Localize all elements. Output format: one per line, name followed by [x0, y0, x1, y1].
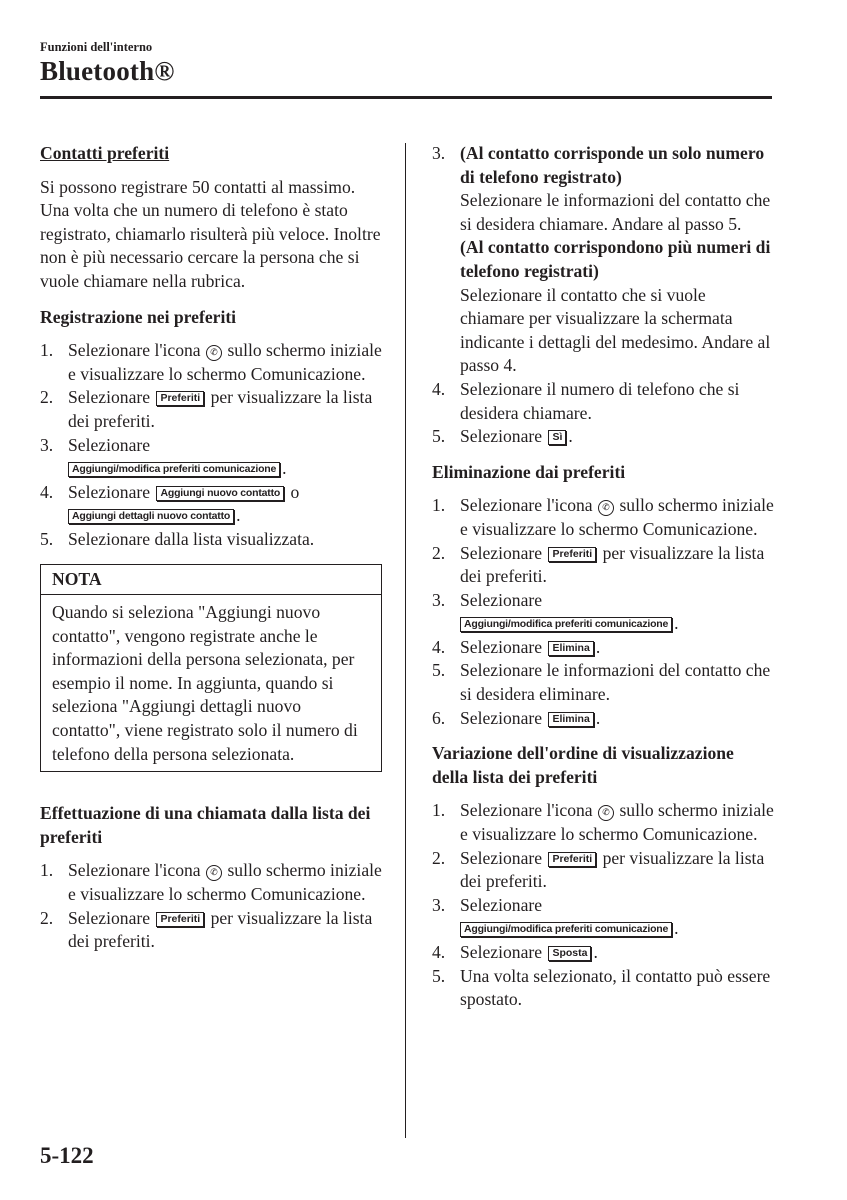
step-text: .: [568, 426, 573, 447]
step-number: 3.: [432, 143, 446, 163]
step-text: Selezionare dalla lista visualizzata.: [68, 528, 315, 549]
step-number: 2.: [432, 847, 446, 868]
heading-eliminazione: Eliminazione dai preferiti: [432, 461, 626, 482]
preferiti-button[interactable]: Preferiti: [548, 852, 596, 867]
list-item: [40, 386, 382, 433]
step-text: Selezionare: [460, 589, 543, 610]
step-number: 4.: [432, 942, 446, 962]
heading-effettuazione-chiamata: Effettuazione di una chiamata dalla lista dei preferiti: [40, 803, 371, 847]
step-text: Selezionare: [68, 481, 151, 502]
step-number: 1.: [40, 860, 54, 881]
intro-paragraph: Si possono registrare 50 contatti al massimo. Una volta che un numero di telefono è stato registrato, chiamarlo risulterà più veloce. Inoltre non è più necessario cercare la persona che si vuole chiamare nella rubrica.: [40, 176, 381, 291]
column-divider: [405, 143, 406, 1138]
step-text: Selezionare l'icona: [460, 800, 593, 821]
preferiti-button[interactable]: Preferiti: [156, 391, 204, 406]
step-text: Selezionare: [460, 636, 543, 657]
phone-icon: ✆: [598, 805, 614, 821]
list-item: [40, 481, 382, 528]
list-item: [432, 636, 774, 660]
step-text: Selezionare: [68, 387, 151, 408]
list-item: [432, 659, 774, 706]
step-number: 2.: [432, 542, 446, 563]
step-text: Selezionare: [68, 907, 151, 928]
step-text: Selezionare: [460, 707, 543, 728]
list-item: [40, 434, 382, 481]
aggiungi-nuovo-contatto-button[interactable]: Aggiungi nuovo contatto: [156, 486, 284, 501]
si-button[interactable]: Sì: [548, 430, 566, 445]
elimina-button[interactable]: Elimina: [548, 712, 593, 727]
heading-contatti-preferiti: Contatti preferiti: [40, 143, 170, 163]
preferiti-button[interactable]: Preferiti: [156, 912, 204, 927]
list-item: [432, 707, 774, 731]
step-text: sullo schermo iniziale e visualizzare lo schermo Comunicazione.: [68, 340, 382, 384]
step-text: Selezionare: [460, 426, 543, 447]
step-number: 1.: [40, 340, 54, 361]
step-text: .: [282, 458, 287, 479]
list-item: [432, 589, 774, 636]
nota-box: [40, 564, 382, 773]
list-item: [432, 494, 774, 541]
nota-heading: NOTA: [41, 565, 381, 596]
step-text: Selezionare: [460, 894, 543, 915]
case-multiple-numbers: (Al contatto corrispondono più numeri di telefono registrati): [460, 237, 771, 281]
heading-registrazione: Registrazione nei preferiti: [40, 306, 237, 327]
step-text: o: [290, 481, 300, 502]
list-item: [432, 965, 774, 1012]
step-number: 5.: [432, 426, 446, 447]
phone-icon: ✆: [598, 500, 614, 516]
step-number: 4.: [432, 636, 446, 657]
heading-variazione-ordine: Variazione dell'ordine di visualizzazione della lista dei preferiti: [432, 743, 734, 787]
aggiungi-modifica-preferiti-button[interactable]: Aggiungi/modifica preferiti comunicazione: [460, 617, 672, 632]
step-number: 3.: [40, 434, 54, 455]
step-text: Selezionare le informazioni del contatto che si desidera eliminare.: [460, 660, 771, 705]
aggiungi-modifica-preferiti-button[interactable]: Aggiungi/modifica preferiti comunicazione: [68, 462, 280, 477]
step-number: 1.: [432, 800, 446, 821]
step-text: .: [595, 636, 601, 657]
elimina-button[interactable]: Elimina: [548, 641, 593, 656]
left-column: [40, 142, 382, 954]
step-text: per visualizzare la lista dei preferiti.: [460, 847, 765, 892]
step-number: 2.: [40, 907, 54, 928]
step-number: 5.: [432, 965, 446, 986]
step-number: 2.: [40, 387, 54, 408]
step-text: Selezionare l'icona: [460, 495, 593, 516]
list-item: [432, 425, 774, 449]
step-number: 5.: [40, 528, 54, 549]
step-text: Selezionare: [460, 847, 543, 868]
phone-icon: ✆: [206, 865, 222, 881]
step-number: 4.: [40, 481, 54, 502]
step-number: 1.: [432, 495, 446, 516]
step-text: .: [674, 918, 679, 939]
list-item: [40, 528, 382, 552]
step-text: Una volta selezionato, il contatto può essere spostato.: [460, 965, 771, 1010]
step-text: Selezionare: [460, 542, 543, 563]
list-item: [40, 859, 382, 906]
list-item: [432, 142, 774, 378]
header-rule: [40, 96, 772, 99]
sposta-button[interactable]: Sposta: [548, 946, 591, 961]
step-text: per visualizzare la lista dei preferiti.: [68, 387, 373, 431]
step-text: .: [593, 942, 598, 962]
step-text: Selezionare le informazioni del contatto che si desidera chiamare. Andare al passo 5.: [460, 190, 771, 234]
case-single-number: (Al contatto corrisponde un solo numero di telefono registrato): [460, 143, 765, 187]
list-item: [432, 894, 774, 941]
list-item: [432, 847, 774, 894]
step-number: 6.: [432, 707, 446, 728]
step-text: sullo schermo iniziale e visualizzare lo schermo Comunicazione.: [68, 860, 382, 905]
list-item: [40, 907, 382, 954]
phone-icon: ✆: [206, 345, 222, 361]
step-text: sullo schermo iniziale e visualizzare lo schermo Comunicazione.: [460, 495, 774, 539]
section-label: Funzioni dell'interno: [40, 40, 153, 54]
page-title: Bluetooth®: [40, 56, 175, 86]
list-item: [432, 941, 774, 965]
step-text: Selezionare: [460, 942, 543, 962]
preferiti-button[interactable]: Preferiti: [548, 547, 596, 562]
step-text: .: [236, 505, 241, 526]
variazione-steps: [432, 799, 774, 1011]
step-text: sullo schermo iniziale e visualizzare lo schermo Comunicazione.: [460, 800, 774, 845]
aggiungi-modifica-preferiti-button[interactable]: Aggiungi/modifica preferiti comunicazione: [460, 922, 672, 937]
aggiungi-dettagli-nuovo-contatto-button[interactable]: Aggiungi dettagli nuovo contatto: [68, 509, 234, 524]
step-text: Selezionare il contatto che si vuole chiamare per visualizzare la schermata indicante i dettagli del medesimo. Andare al passo 4.: [460, 284, 771, 376]
page-number: 5-122: [40, 1143, 94, 1168]
right-column: [432, 142, 774, 1012]
step-number: 4.: [432, 378, 446, 399]
step-text: per visualizzare la lista dei preferiti.: [460, 542, 765, 587]
chiamata-steps-continued: [432, 142, 774, 449]
list-item: [40, 339, 382, 386]
step-text: Selezionare l'icona: [68, 860, 201, 881]
eliminazione-steps: [432, 494, 774, 730]
list-item: [432, 378, 774, 425]
step-text: Selezionare l'icona: [68, 340, 201, 361]
step-number: 3.: [432, 589, 446, 610]
step-text: Selezionare il numero di telefono che si desidera chiamare.: [460, 378, 740, 423]
step-number: 3.: [432, 894, 446, 915]
list-item: [432, 542, 774, 589]
step-text: .: [595, 707, 601, 728]
step-text: .: [674, 613, 679, 634]
step-text: Selezionare: [68, 434, 151, 455]
step-number: 5.: [432, 660, 446, 681]
nota-text: Quando si seleziona "Aggiungi nuovo contatto", vengono registrate anche le informazioni della persona selezionata, per esempio il nome. In aggiunta, quando si seleziona "Aggiungi dettagli nuovo contatto", viene registrato solo il numero di telefono della persona selezionata.: [52, 602, 358, 764]
step-text: per visualizzare la lista dei preferiti.: [68, 907, 373, 952]
chiamata-steps: [40, 859, 382, 953]
registrazione-steps: [40, 339, 382, 551]
list-item: [432, 799, 774, 846]
